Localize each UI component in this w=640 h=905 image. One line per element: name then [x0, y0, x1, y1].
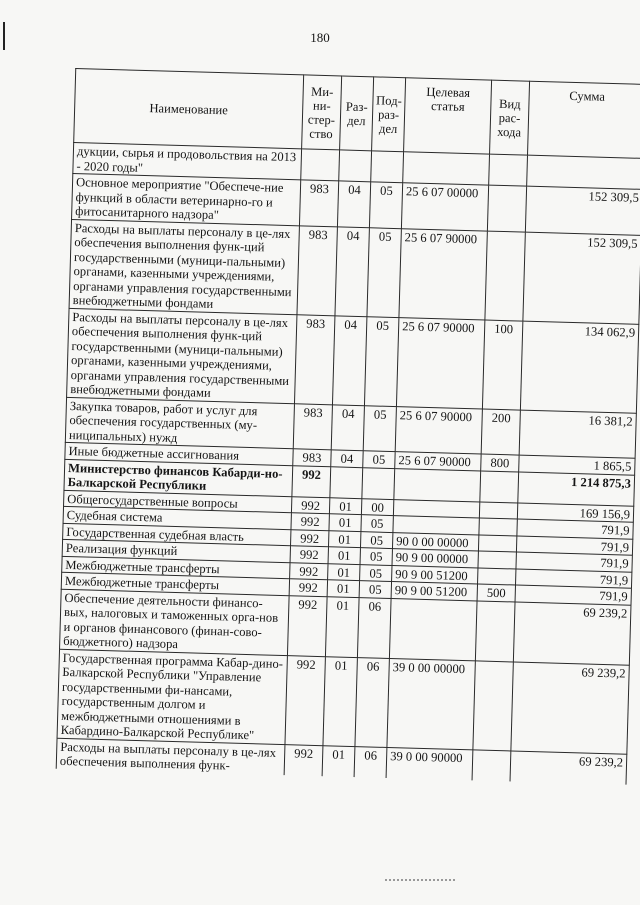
- cell-amount: 1 865,5: [519, 455, 635, 475]
- cell-amount: 69 239,2: [510, 750, 627, 784]
- cell-subsection: 06: [355, 657, 389, 747]
- cell-expense-type: [478, 534, 516, 552]
- cell-amount: 791,9: [515, 585, 631, 605]
- cell-name: Межбюджетные трансферты: [61, 572, 289, 595]
- cell-section: [339, 150, 372, 182]
- cell-expense-type: [478, 551, 516, 569]
- cell-target: 25 6 07 90000: [395, 452, 481, 471]
- cell-name: Расходы на выплаты персоналу в це-лях обеспечения выполнения функ-ций государственными (муници-пальными) органами, казенными учреждениями, органами управления государственными внебюджетными фондами: [69, 219, 299, 314]
- cell-target: 90 9 00 51200: [392, 565, 478, 584]
- cell-ministry: 983: [294, 314, 334, 404]
- cell-section: 01: [328, 530, 360, 547]
- cell-subsection: 05: [360, 531, 392, 548]
- cell-target: [394, 468, 481, 501]
- cell-ministry: 992: [290, 562, 328, 580]
- cell-amount: 69 239,2: [511, 661, 629, 753]
- cell-target: [403, 152, 490, 185]
- budget-table: [56, 68, 640, 784]
- cell-target: 25 6 07 90000: [395, 406, 482, 454]
- cell-ministry: 992: [287, 595, 327, 656]
- cell-expense-type: [485, 231, 525, 321]
- cell-expense-type: 500: [477, 584, 515, 602]
- cell-name: Иные бюджетные ассигнования: [65, 442, 293, 465]
- cell-amount: 69 239,2: [513, 601, 631, 664]
- cell-section: 04: [335, 226, 369, 316]
- cell-amount: [527, 155, 640, 189]
- cell-amount: 16 381,2: [519, 410, 636, 459]
- cell-expense-type: [479, 501, 517, 519]
- header-name: Наименование: [74, 69, 304, 149]
- cell-section: 04: [337, 181, 370, 227]
- cell-name: Государственная судебная власть: [63, 523, 291, 546]
- cell-name: Расходы на выплаты персоналу в це-лях обеспечения выполнения функ-: [56, 738, 285, 775]
- cell-subsection: 05: [361, 515, 393, 532]
- cell-target: 90 0 00 00000: [392, 532, 478, 551]
- cell-section: 01: [322, 745, 355, 776]
- cell-name: Судебная система: [63, 506, 291, 529]
- cell-subsection: [371, 151, 404, 183]
- table-row: [69, 219, 640, 324]
- table-body: [56, 142, 640, 784]
- cell-section: 01: [328, 547, 360, 564]
- cell-name: Основное мероприятие "Обеспече-ние функций в области ветеринарно-го и фитосанитарного надзора": [72, 173, 301, 225]
- cell-subsection: 05: [367, 227, 401, 317]
- cell-ministry: 992: [292, 465, 331, 497]
- cell-ministry: [301, 149, 340, 181]
- cell-name: Расходы на выплаты персоналу в це-лях обеспечения выполнения функ-ций государственными (муници-пальными) органами, казенными учреждениями, органами управления государственными внебюджетными фондами: [67, 308, 297, 403]
- cell-amount: 152 309,5: [523, 232, 640, 324]
- cell-name: Министерство финансов Кабарди-но-Балкарской Республики: [64, 459, 293, 496]
- cell-ministry: 992: [291, 496, 329, 514]
- cell-amount: 1 214 875,3: [518, 472, 635, 506]
- cell-section: 01: [328, 563, 360, 580]
- cell-ministry: 983: [299, 180, 338, 227]
- cell-subsection: 06: [354, 746, 387, 777]
- document-body: [0, 66, 640, 864]
- cell-expense-type: [473, 660, 513, 750]
- cell-ministry: 983: [293, 403, 332, 450]
- cell-section: 04: [331, 404, 364, 450]
- cell-subsection: 05: [359, 581, 391, 598]
- cell-section: 04: [332, 315, 366, 405]
- cell-amount: 791,9: [516, 536, 632, 556]
- cell-ministry: 992: [284, 744, 323, 776]
- cell-amount: 791,9: [517, 519, 633, 539]
- cell-amount: 134 062,9: [520, 321, 638, 413]
- cell-expense-type: 200: [481, 409, 520, 456]
- cell-name: Межбюджетные трансферты: [62, 556, 290, 579]
- cell-section: 04: [331, 450, 363, 467]
- cell-amount: 169 156,9: [517, 503, 633, 523]
- cell-expense-type: [480, 470, 519, 502]
- header-target: Целевая статья: [404, 78, 492, 154]
- cell-name: Закупка товаров, работ и услуг для обеспечения государственных (му-ниципальных) нужд: [65, 397, 294, 449]
- cell-target: 39 0 00 90000: [386, 747, 473, 780]
- cell-expense-type: [475, 600, 515, 661]
- cell-subsection: 05: [360, 564, 392, 581]
- cell-section: [330, 466, 363, 498]
- cell-section: 01: [329, 497, 361, 514]
- cell-subsection: 00: [361, 498, 393, 515]
- cell-name: Общегосударственные вопросы: [64, 490, 292, 513]
- cell-ministry: 992: [289, 579, 327, 597]
- cell-target: 90 9 00 00000: [392, 549, 478, 568]
- cell-name: дукции, сырья и продовольствия на 2013 - 2020 годы": [73, 142, 302, 179]
- cell-ministry: 992: [291, 513, 329, 531]
- cell-amount: 791,9: [516, 552, 632, 572]
- cell-subsection: 05: [360, 548, 392, 565]
- cell-ministry: 992: [291, 529, 329, 547]
- cell-amount: 791,9: [516, 569, 632, 589]
- header-amount: Сумма: [528, 81, 640, 158]
- scan-smudge: [385, 879, 455, 887]
- cell-expense-type: 100: [482, 320, 522, 410]
- cell-section: 01: [323, 656, 357, 746]
- cell-target: 25 6 07 90000: [396, 317, 484, 408]
- cell-subsection: 06: [357, 597, 391, 658]
- cell-amount: 152 309,5: [525, 186, 640, 235]
- header-ministry: Ми- ни- стер- ство: [302, 75, 342, 150]
- cell-subsection: 05: [364, 316, 398, 406]
- cell-section: 01: [327, 580, 359, 597]
- cell-expense-type: [478, 567, 516, 585]
- cell-expense-type: 800: [481, 454, 519, 472]
- cell-section: 01: [325, 596, 359, 657]
- cell-expense-type: [472, 749, 511, 781]
- cell-target: 90 9 00 51200: [391, 582, 477, 601]
- cell-subsection: 05: [369, 182, 402, 228]
- cell-subsection: 05: [363, 451, 395, 468]
- cell-expense-type: [479, 518, 517, 536]
- page-number: 180: [310, 30, 330, 45]
- cell-target: 25 6 07 00000: [401, 183, 488, 231]
- cell-subsection: [362, 467, 395, 499]
- cell-name: Государственная программа Кабар-дино-Балкарской Республики "Управление государственными фи-нансами, государственным долгом и межбюджетными отношениями в Кабардино-Балкарской Республике": [57, 649, 287, 744]
- cell-target: [389, 598, 477, 660]
- table-row: [67, 308, 639, 413]
- cell-subsection: 05: [363, 405, 396, 451]
- header-expense-type: Вид рас- хода: [490, 80, 530, 155]
- cell-ministry: 983: [293, 449, 331, 467]
- cell-ministry: 992: [290, 546, 328, 564]
- header-section: Раз- дел: [340, 76, 374, 151]
- cell-name: Обеспечение деятельности финансо-вых, налоговых и таможенных орга-нов и органов финансового (финан-сово-бюджетного) надзора: [60, 589, 290, 655]
- header-subsection: Под- раз- дел: [372, 77, 406, 152]
- cell-section: 01: [329, 514, 361, 531]
- cell-target: 25 6 07 90000: [399, 228, 487, 319]
- cell-target: 39 0 00 00000: [387, 658, 475, 749]
- cell-expense-type: [489, 154, 528, 186]
- table-row: [57, 649, 629, 754]
- cell-expense-type: [487, 185, 526, 232]
- cell-ministry: 992: [285, 655, 325, 745]
- cell-name: Реализация функций: [62, 539, 290, 562]
- cell-ministry: 983: [297, 225, 337, 315]
